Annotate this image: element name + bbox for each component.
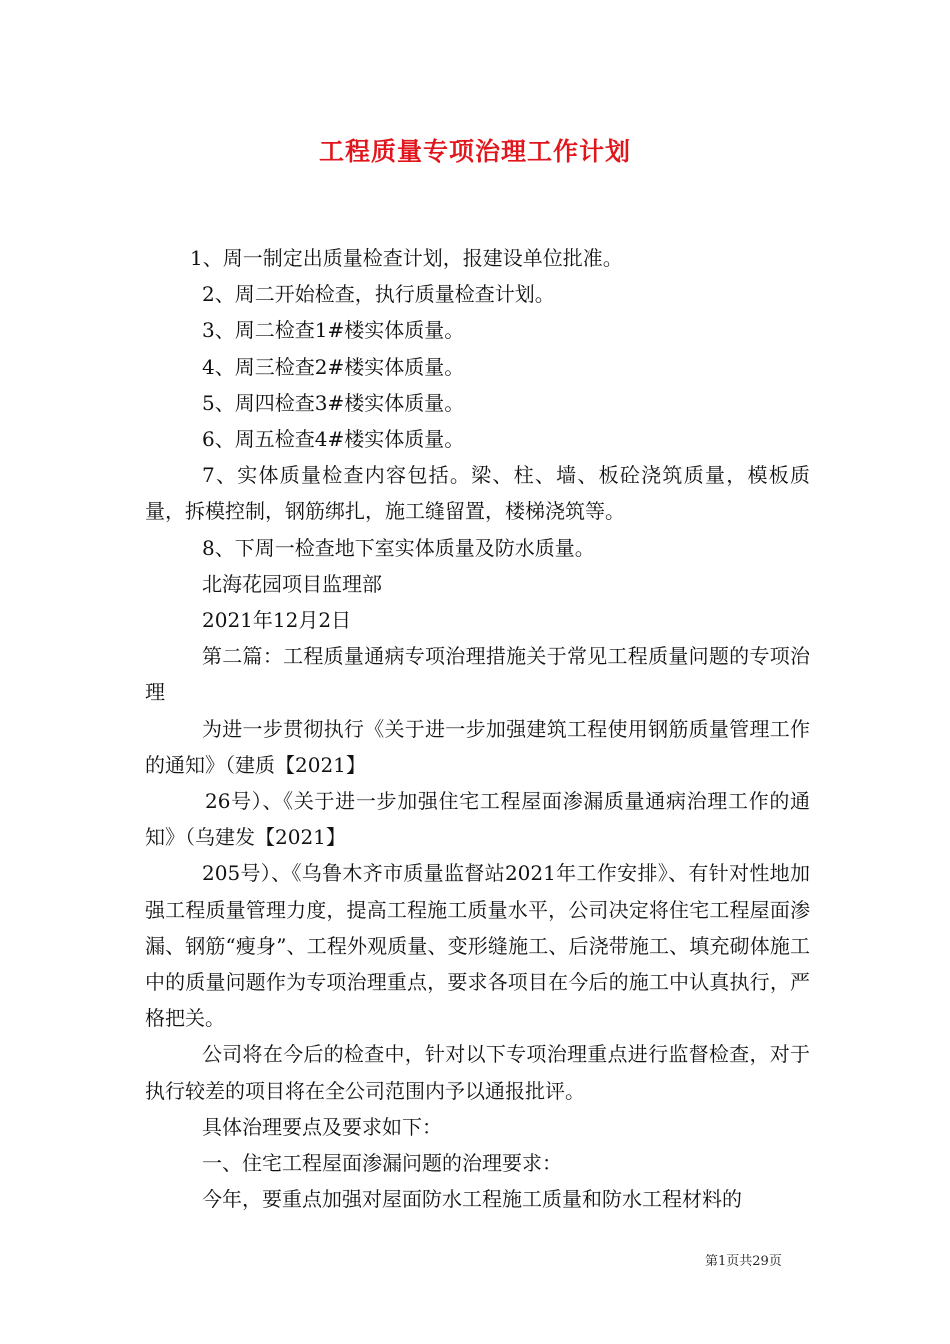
page-footer: 第1页共29页 bbox=[705, 1254, 782, 1269]
document-title: 工程质量专项治理工作计划 bbox=[318, 137, 631, 166]
plan-item-6: 6、周五检查4#楼实体质量。 bbox=[202, 427, 465, 452]
plan-item-1: 1、周一制定出质量检查计划，报建设单位批准。 bbox=[190, 246, 623, 270]
signature: 北海花园项目监理部 bbox=[202, 571, 382, 596]
plan-item-7: 7、实体质量检查内容包括。梁、柱、墙、板砼浇筑质量，模板质量，拆模控制，钢筋绑扎，施工缝留置，楼梯浇筑等。 bbox=[145, 463, 810, 524]
paragraph-1b: 26号）、《关于进一步加强住宅工程屋面渗漏质量通病治理工作的通知》（乌建发【2021】 bbox=[145, 789, 810, 850]
plan-item-2: 2、周二开始检查，执行质量检查计划。 bbox=[202, 282, 555, 307]
plan-item-5: 5、周四检查3#楼实体质量。 bbox=[202, 390, 465, 415]
plan-item-8: 8、下周一检查地下室实体质量及防水质量。 bbox=[202, 535, 595, 560]
plan-item-4: 4、周三检查2#楼实体质量。 bbox=[202, 354, 465, 379]
paragraph-2: 公司将在今后的检查中，针对以下专项治理重点进行监督检查，对于执行较差的项目将在全公司范围内予以通报批评。 bbox=[145, 1042, 810, 1103]
part2-heading: 第二篇：工程质量通病专项治理措施关于常见工程质量问题的专项治理 bbox=[145, 644, 810, 705]
date: 2021年12月2日 bbox=[202, 608, 352, 633]
paragraph-4: 一、住宅工程屋面渗漏问题的治理要求： bbox=[202, 1151, 562, 1176]
paragraph-1c: 205号）、《乌鲁木齐市质量监督站2021年工作安排》、有针对性地加强工程质量管理力度，提高工程施工质量水平，公司决定将住宅工程屋面渗漏、钢筋“瘦身”、工程外观质量、变形缝施工、后浇带施工、填充砌体施工中的质量问题作为专项治理重点，要求各项目在今后的施工中认真执行，严格把关。 bbox=[145, 861, 810, 1031]
paragraph-1a: 为进一步贯彻执行《关于进一步加强建筑工程使用钢筋质量管理工作的通知》（建质【2021】 bbox=[145, 716, 810, 777]
paragraph-5: 今年，要重点加强对屋面防水工程施工质量和防水工程材料的 bbox=[202, 1187, 742, 1212]
plan-item-3: 3、周二检查1#楼实体质量。 bbox=[202, 318, 465, 343]
paragraph-3: 具体治理要点及要求如下： bbox=[202, 1114, 442, 1139]
document-body bbox=[145, 240, 810, 1217]
